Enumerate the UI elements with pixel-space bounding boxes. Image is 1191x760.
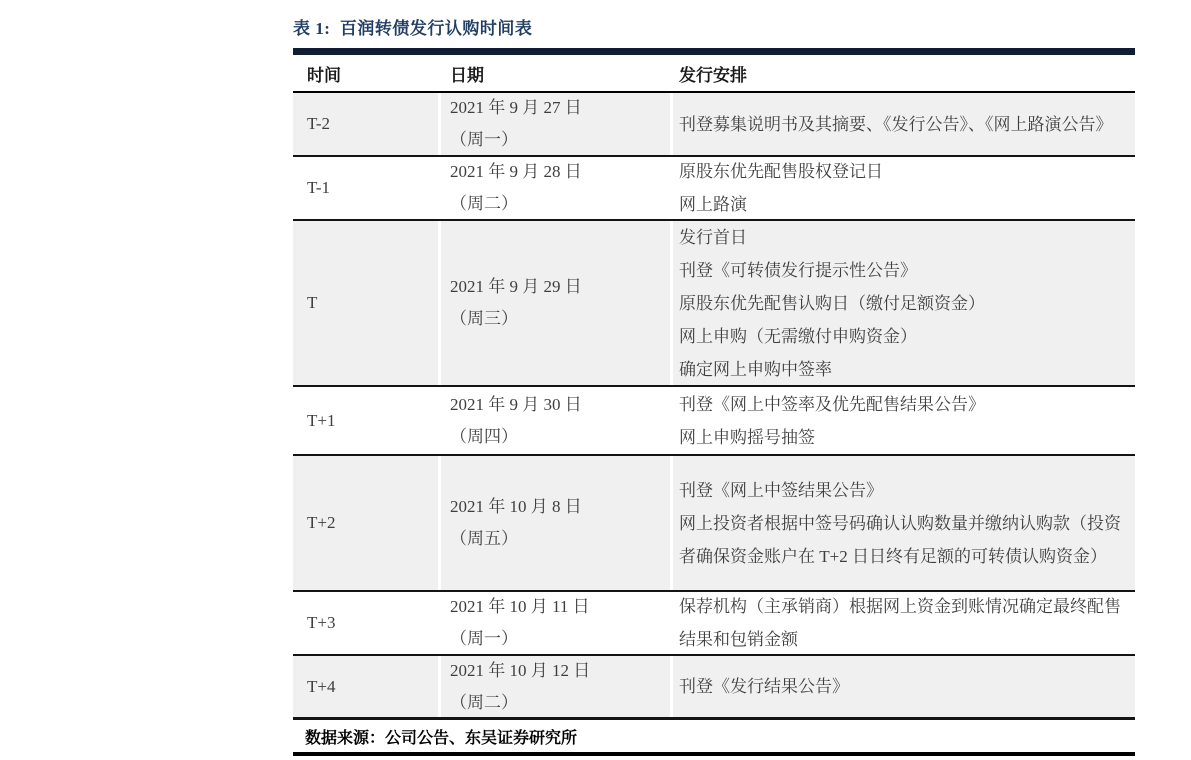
header-arrangement: 发行安排: [670, 61, 1132, 86]
table-title: 表 1: 百润转债发行认购时间表: [293, 19, 533, 38]
date-cell: [438, 592, 670, 654]
date-line: 2021 年 10 月 8 日: [450, 497, 582, 516]
arrangement-item: 刊登《网上中签率及优先配售结果公告》: [679, 394, 985, 414]
table-header-row: [293, 55, 1135, 93]
arrangement-item: 原股东优先配售股权登记日: [679, 162, 883, 181]
bond-issuance-schedule-table: [293, 0, 1135, 756]
time-cell: T: [307, 293, 318, 312]
date-cell: [438, 387, 670, 454]
date-line: 2021 年 9 月 27 日: [450, 98, 582, 117]
title-rule: [293, 48, 1135, 55]
arrangement-item: 网上路演: [679, 195, 747, 214]
date-line: 2021 年 9 月 29 日: [450, 277, 582, 296]
header-date: 日期: [438, 61, 670, 86]
arrangement-cell: [670, 157, 1132, 219]
weekday-line: （周三）: [450, 309, 518, 328]
header-time: 时间: [307, 65, 341, 85]
weekday-line: （周一）: [450, 130, 518, 149]
arrangement-cell: [670, 592, 1132, 654]
arrangement-item: 网上投资者根据中签号码确认认购数量并缴纳认购款（投资者确保资金账户在 T+2 日日终有足额的可转债认购资金）: [679, 513, 1121, 566]
date-cell: [438, 93, 670, 155]
arrangement-cell: [670, 456, 1132, 590]
arrangement-item: 刊登《可转债发行提示性公告》: [679, 260, 917, 280]
arrangement-cell: [670, 221, 1132, 385]
time-cell: T+1: [307, 410, 336, 430]
date-line: 2021 年 10 月 11 日: [450, 597, 590, 616]
time-cell: T+2: [307, 513, 336, 532]
arrangement-item: 保荐机构（主承销商）根据网上资金到账情况确定最终配售结果和包销金额: [679, 597, 1121, 649]
table-row: [293, 93, 1135, 157]
date-cell: [438, 221, 670, 385]
arrangement-cell: [670, 387, 1132, 454]
time-cell: T-2: [307, 114, 330, 133]
arrangement-item: 原股东优先配售认购日（缴付足额资金）: [679, 293, 985, 313]
date-line: 2021 年 9 月 30 日: [450, 394, 582, 414]
arrangement-item: 发行首日: [679, 227, 747, 247]
date-cell: [438, 157, 670, 219]
arrangement-cell: [670, 93, 1132, 155]
date-cell: [438, 456, 670, 590]
table-row: [293, 387, 1135, 456]
date-line: 2021 年 9 月 28 日: [450, 162, 582, 181]
table-row: [293, 592, 1135, 656]
arrangement-item: 网上申购（无需缴付申购资金）: [679, 326, 917, 346]
data-source-footer: 数据来源：公司公告、东吴证券研究所: [293, 720, 1135, 756]
arrangement-item: 网上申购摇号抽签: [679, 427, 815, 447]
arrangement-cell: [670, 656, 1132, 717]
weekday-line: （周四）: [450, 426, 518, 446]
arrangement-item: 确定网上申购中签率: [679, 359, 832, 379]
weekday-line: （周二）: [450, 692, 518, 712]
table-row: [293, 157, 1135, 221]
arrangement-item: 刊登募集说明书及其摘要、《发行公告》、《网上路演公告》: [679, 114, 1113, 134]
table-row: [293, 656, 1135, 720]
arrangement-item: 刊登《网上中签结果公告》: [679, 480, 883, 500]
weekday-line: （周一）: [450, 629, 518, 648]
time-cell: T+3: [307, 613, 336, 632]
time-cell: T+4: [307, 676, 336, 696]
weekday-line: （周二）: [450, 194, 518, 213]
date-line: 2021 年 10 月 12 日: [450, 660, 591, 680]
table-row: [293, 221, 1135, 387]
table-row: [293, 456, 1135, 592]
time-cell: T-1: [307, 178, 330, 197]
weekday-line: （周五）: [450, 529, 518, 548]
date-cell: [438, 656, 670, 717]
arrangement-item: 刊登《发行结果公告》: [679, 677, 849, 696]
